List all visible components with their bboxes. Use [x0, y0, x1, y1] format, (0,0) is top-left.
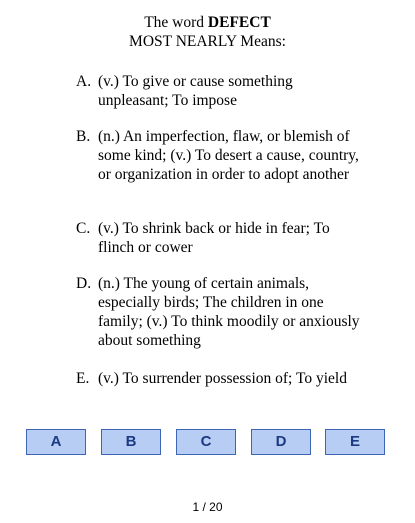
- option-letter: B.: [76, 128, 91, 145]
- answer-button-e[interactable]: E: [325, 429, 385, 455]
- answer-button-bar: [26, 429, 390, 455]
- question-line-1: [0, 13, 415, 32]
- option-text: (v.) To shrink back or hide in fear; To flinch or cower: [98, 220, 330, 256]
- page-indicator: 1 / 20: [192, 500, 223, 514]
- option-text: (n.) The young of certain animals, especially birds; The children in one family; (v.) To think moodily or anxiously about something: [98, 275, 360, 349]
- option-letter: C.: [76, 220, 91, 237]
- answer-button-c[interactable]: C: [176, 429, 236, 455]
- option-letter: E.: [76, 370, 90, 387]
- option-letter: D.: [76, 275, 92, 292]
- option-letter: A.: [76, 73, 92, 90]
- option-text: (v.) To give or cause something unpleasant; To impose: [98, 73, 293, 109]
- answer-button-b[interactable]: B: [101, 429, 161, 455]
- answer-button-a[interactable]: A: [26, 429, 86, 455]
- answer-button-d[interactable]: D: [251, 429, 311, 455]
- option-text: (v.) To surrender possession of; To yield: [98, 370, 347, 387]
- question-header: [0, 13, 415, 51]
- question-word: DEFECT: [207, 14, 271, 31]
- question-line-2: MOST NEARLY Means:: [129, 33, 286, 50]
- option-text: (n.) An imperfection, flaw, or blemish of some kind; (v.) To desert a cause, country, or organization in order to adopt another: [98, 128, 359, 183]
- question-prefix: The word: [144, 14, 205, 31]
